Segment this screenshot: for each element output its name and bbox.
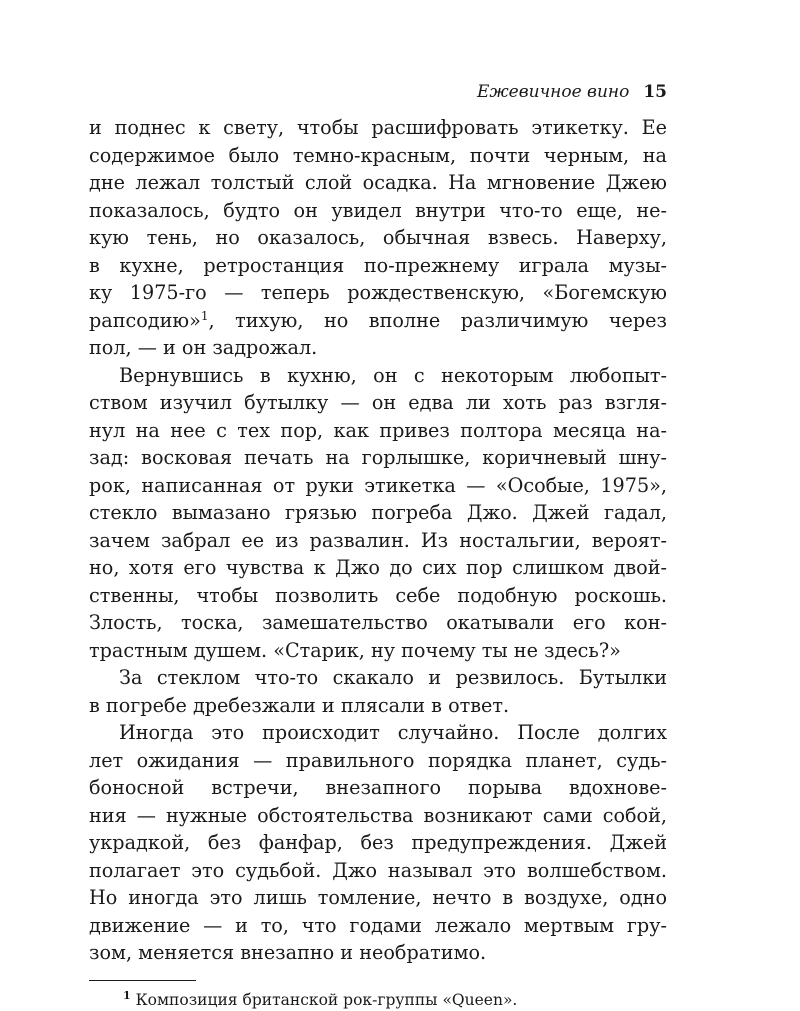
text-line: Злость, тоска, замешательство окатывали его кон- xyxy=(89,611,667,634)
text-line: зом, меняется внезапно и необратимо. xyxy=(89,941,487,964)
text-line: ния — нужные обстоятельства возникают сами собой, xyxy=(89,803,667,827)
book-page xyxy=(89,78,667,1011)
text-line: Иногда это происходит случайно. После долгих xyxy=(119,721,667,744)
text-line: ственны, чтобы позволить себе подобную роскошь. xyxy=(89,583,667,607)
text-line: ку 1975-го — теперь рождественскую, «Богемскую xyxy=(89,281,667,304)
text-line: полагает это судьбой. Джо называл это волшебством. xyxy=(89,858,667,882)
footnote-reference: 1 xyxy=(200,308,209,323)
body-text xyxy=(89,114,667,967)
footnote-mark: 1 xyxy=(123,988,131,1002)
text-line: в кухне, ретростанция по-прежнему играла музы- xyxy=(89,253,667,277)
text-line: но, хотя его чувства к Джо до сих пор слишком двой- xyxy=(89,556,667,579)
running-title: Ежевичное вино xyxy=(476,82,630,102)
text-line: и поднес к свету, чтобы расшифровать этикетку. Ее xyxy=(89,116,667,139)
text-line: За стеклом что-то скакало и резвилось. Бутылки xyxy=(119,666,667,689)
text-line: содержимое было темно-красным, почти черным, на xyxy=(89,143,667,167)
text-line: лет ожидания — правильного порядка планет, судь- xyxy=(89,748,667,772)
footnote-divider xyxy=(89,980,196,981)
text-line: Но иногда это лишь томление, нечто в воздухе, одно xyxy=(89,886,667,909)
text-line: украдкой, без фанфар, без предупреждения. Джей xyxy=(89,831,667,854)
running-header xyxy=(89,78,667,106)
text-fragment: рапсодию» xyxy=(89,308,201,332)
text-line: ством изучил бутылку — он едва ли хоть раз взгля- xyxy=(89,391,667,414)
text-line: рок, написанная от руки этикетка — «Особые, 1975», xyxy=(89,473,667,497)
page-number: 15 xyxy=(643,82,667,102)
text-line: боносной встречи, внезапного порыва вдохнове- xyxy=(89,776,667,799)
text-line: в погребе дребезжали и плясали в ответ. xyxy=(89,693,510,717)
text-line: нул на нее с тех пор, как привез полтора месяца на- xyxy=(89,418,667,442)
footnote-text: Композиция британской рок-группы «Queen». xyxy=(135,990,518,1009)
text-line: показалось, будто он увидел внутри что-то еще, не- xyxy=(89,198,667,222)
text-line: кую тень, но оказалось, обычная взвесь. Наверху, xyxy=(89,226,667,249)
text-fragment: , тихую, но вполне различимую через xyxy=(208,308,667,332)
text-line-with-footnote-ref xyxy=(89,307,667,335)
text-line: движение — и то, что годами лежало мертвым гру- xyxy=(89,913,667,937)
text-line: стекло вымазано грязью погреба Джо. Джей гадал, xyxy=(89,501,667,524)
text-line: зачем забрал ее из развалин. Из ностальгии, вероят- xyxy=(89,528,667,552)
text-line: Вернувшись в кухню, он с некоторым любопыт- xyxy=(119,363,667,387)
text-line: трастным душем. «Старик, ну почему ты не здесь?» xyxy=(89,638,621,662)
text-line: зад: восковая печать на горлышке, коричневый шну- xyxy=(89,446,667,469)
text-line: пол, — и он задрожал. xyxy=(89,336,318,359)
text-line: дне лежал толстый слой осадка. На мгновение Джею xyxy=(89,171,667,194)
